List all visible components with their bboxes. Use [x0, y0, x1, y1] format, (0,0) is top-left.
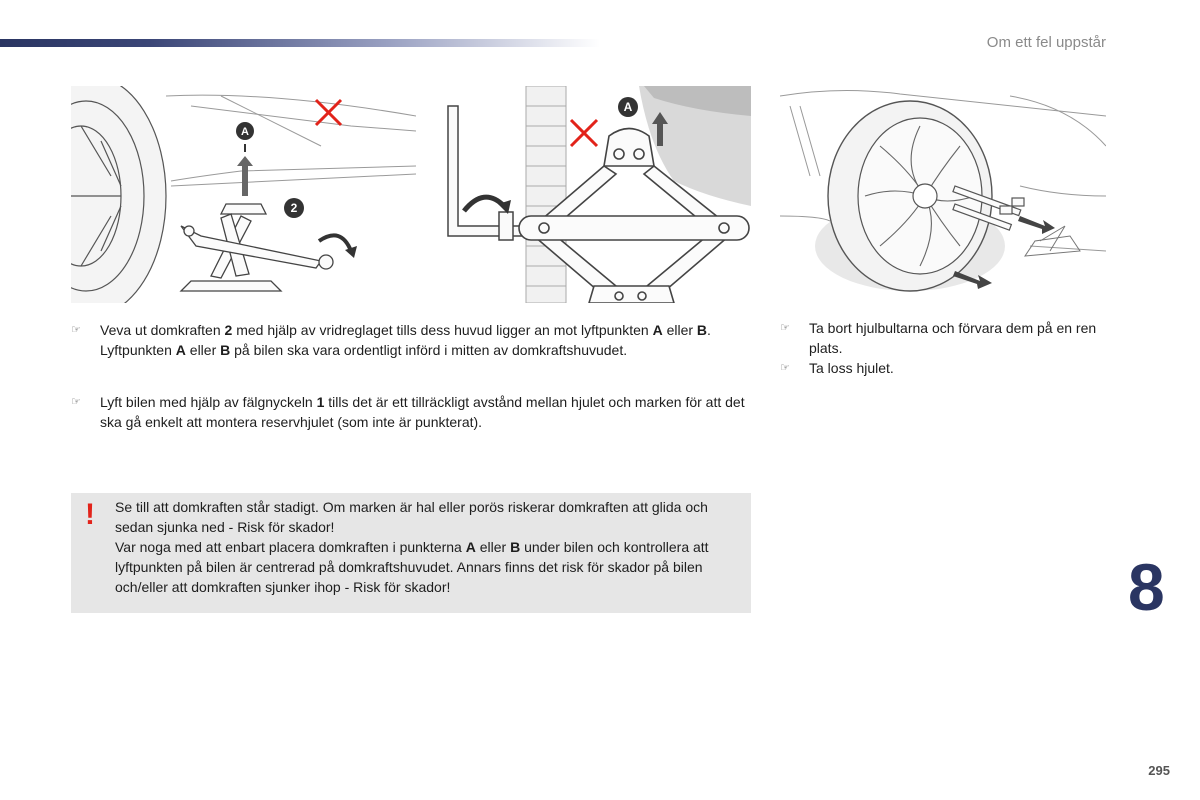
- instruction-step-2: [71, 392, 751, 432]
- illustration-jack-closeup: [444, 86, 751, 303]
- step-text: Veva ut domkraften 2 med hjälp av vridreglaget tills dess huvud ligger an mot lyftpunkten A eller B. Lyftpunkten A eller B på bilen ska vara ordentligt införd i mitten av domkraftshuvudet.: [100, 322, 711, 358]
- label-a-1: A: [241, 126, 249, 138]
- instruction-step-4: [780, 358, 1110, 378]
- bullet-icon: ☞: [780, 322, 790, 334]
- step-text: Ta loss hjulet.: [809, 360, 894, 376]
- page-number: 295: [1148, 763, 1170, 778]
- illustration-wheel-removal: [780, 86, 1106, 303]
- label-2: 2: [290, 201, 298, 215]
- instruction-step-1: [71, 320, 751, 360]
- bullet-icon: ☞: [71, 324, 81, 336]
- bullet-icon: ☞: [71, 396, 81, 408]
- illustration-jack-raise: [71, 86, 416, 303]
- header-decorative-bar: [0, 39, 600, 47]
- warning-text: Se till att domkraften står stadigt. Om marken är hal eller porös riskerar domkraften att glida och sedan sjunka ned - Risk för skador! Var noga med att enbart placera domkraften i punkterna A eller B under bilen och kontrollera att lyftpunkten på bilen är centrerad på domkraftshuvudet. Annars finns det risk för skador på bilen och/eller att domkraften sjunker ihop - Risk för skador!: [115, 499, 709, 595]
- warning-icon: !: [85, 498, 95, 531]
- chapter-title: Om ett fel uppstår: [986, 34, 1106, 51]
- step-text: Lyft bilen med hjälp av fälgnyckeln 1 tills det är ett tillräckligt avstånd mellan hjulet och marken för att det ska gå enkelt att montera reservhjulet (som inte är punkterat).: [100, 394, 745, 430]
- warning-box: [71, 493, 751, 613]
- instruction-step-3: [780, 318, 1110, 358]
- label-a-2: A: [623, 100, 633, 114]
- bullet-icon: ☞: [780, 362, 790, 374]
- step-text: Ta bort hjulbultarna och förvara dem på en ren plats.: [809, 320, 1097, 356]
- chapter-number: 8: [1128, 550, 1165, 624]
